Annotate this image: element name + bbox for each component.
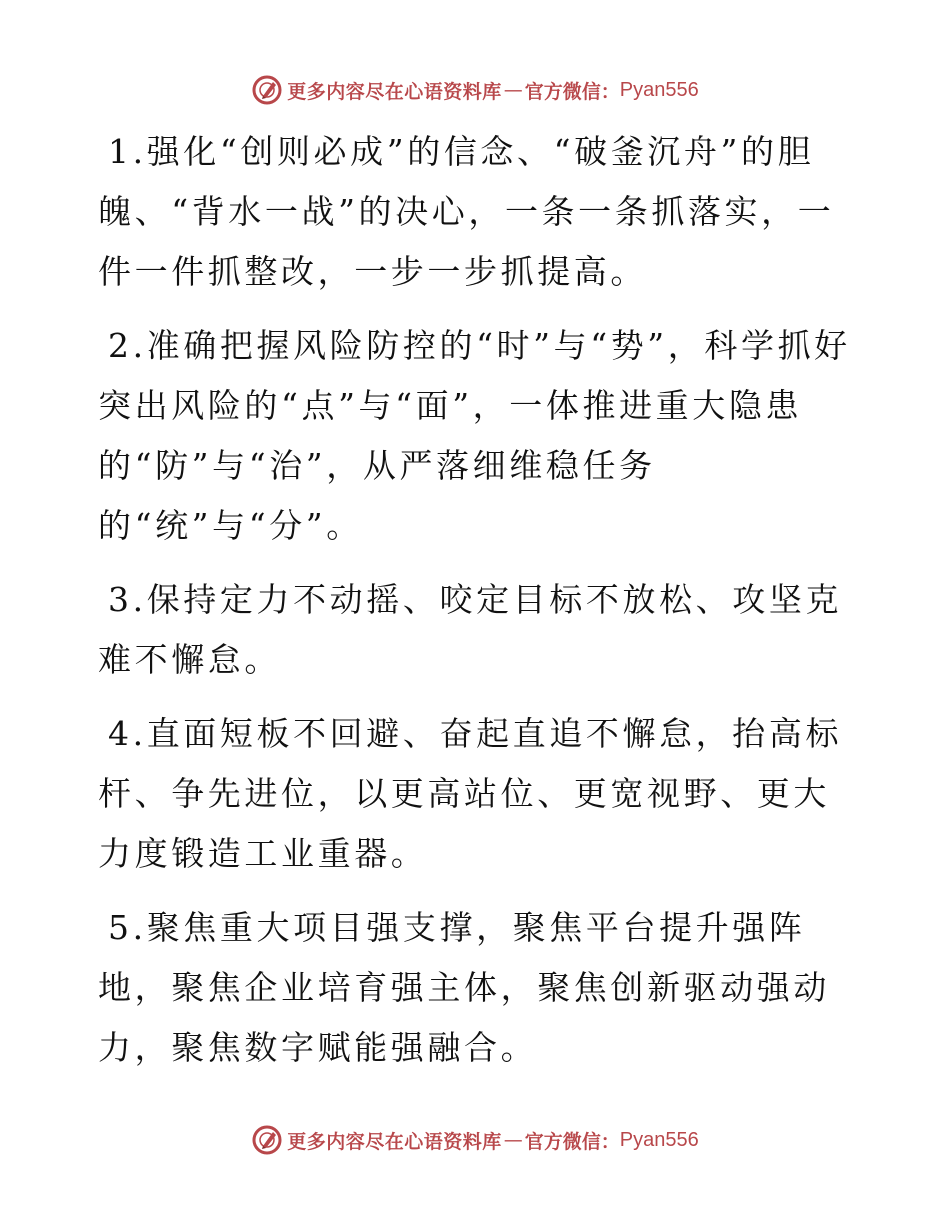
footer-watermark [0, 1120, 950, 1160]
paragraph-text: 强化“创则必成”的信念、“破釜沉舟”的胆魄、“背水一战”的决心，一条一条抓落实，一件一件抓整改，一步一步抓提高。 [98, 132, 835, 291]
watermark-site-text: 更多内容尽在心语资料库 [287, 1130, 502, 1153]
paragraph-number: 5. [108, 908, 147, 947]
pen-logo-icon [251, 74, 283, 106]
paragraph-number: 4. [108, 714, 147, 753]
paragraph-1 [98, 122, 858, 302]
paragraph-number: 3. [108, 580, 147, 619]
paragraph-5 [98, 898, 858, 1078]
paragraph-text: 准确把握风险防控的“时”与“势”，科学抓好突出风险的“点”与“面”，一体推进重大隐患的“防”与“治”，从严落细维稳任务的“统”与“分”。 [98, 326, 851, 545]
watermark-wechat-label: 官方微信： [524, 1130, 620, 1153]
watermark-wechat-id: Pyan556 [619, 1128, 699, 1151]
paragraph-4 [98, 704, 858, 884]
watermark-dash: — [503, 1129, 523, 1151]
watermark-wechat-id: Pyan556 [619, 78, 699, 101]
paragraph-text: 聚焦重大项目强支撑，聚焦平台提升强阵地，聚焦企业培育强主体，聚焦创新驱动强动力，聚焦数字赋能强融合。 [98, 908, 830, 1067]
paragraph-number: 2. [108, 326, 147, 365]
document-body [98, 122, 858, 1092]
paragraph-2 [98, 316, 858, 556]
watermark-site-text: 更多内容尽在心语资料库 [287, 80, 502, 103]
watermark-dash: — [503, 79, 523, 101]
pen-logo-icon [251, 1124, 283, 1156]
paragraph-text: 保持定力不动摇、咬定目标不放松、攻坚克难不懈怠。 [98, 580, 843, 679]
watermark-wechat-label: 官方微信： [524, 80, 620, 103]
paragraph-text: 直面短板不回避、奋起直追不懈怠，抬高标杆、争先进位，以更高站位、更宽视野、更大力度锻造工业重器。 [98, 714, 843, 873]
paragraph-number: 1. [108, 132, 147, 171]
header-watermark [0, 70, 950, 110]
paragraph-3 [98, 570, 858, 690]
